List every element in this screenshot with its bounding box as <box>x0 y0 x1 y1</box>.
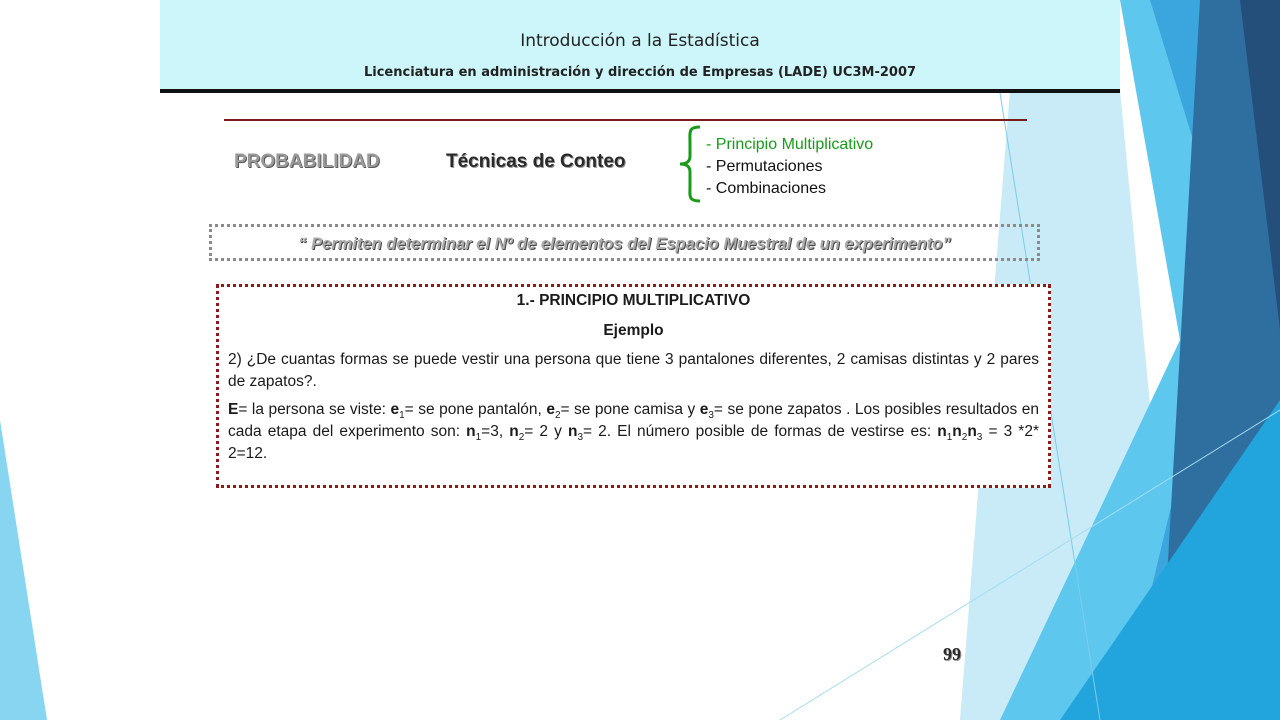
definition-quote-box <box>209 224 1040 261</box>
technique-item-combinaciones: - Combinaciones <box>706 180 827 197</box>
course-subtitle: Licenciatura en administración y dirección de Empresas (LADE) UC3M-2007 <box>363 65 917 80</box>
e-letter: E <box>228 401 239 418</box>
header-rule <box>160 89 1120 93</box>
left-light-triangle <box>0 420 47 720</box>
technique-item-multiplicativo: - Principio Multiplicativo <box>706 136 874 153</box>
topic-title: PROBABILIDAD <box>234 151 380 172</box>
definition-quote: “ Permiten determinar el Nº de elementos del Espacio Muestral de un experimento” <box>298 235 951 253</box>
curly-brace-icon <box>676 124 704 204</box>
course-title: Introducción a la Estadística <box>520 31 760 51</box>
example-box <box>216 284 1051 488</box>
section-divider <box>224 119 1027 121</box>
example-label: Ejemplo <box>603 322 664 339</box>
technique-item-permutaciones: - Permutaciones <box>706 158 823 175</box>
page-number: 99 <box>943 644 961 664</box>
example-question: 2) ¿De cuantas formas se puede vestir una persona que tiene 3 pantalones diferentes, 2 camisas distintas y 2 pares de zapatos?. <box>228 351 1039 390</box>
example-heading: 1.- PRINCIPIO MULTIPLICATIVO <box>516 292 751 309</box>
example-solution: E= la persona se viste: $e_1=$ se pone pantalón, $e_2=$ se pone camisa y $e_3=$ se pone zapatos . Los posibles resultados en cada etapa del experimento son: $n_1=3$, $n_2= 2$ y $n_3= 2$. El número posible de formas de vestirse es: $n_1n_2n_3 = 3$ *2* 2=12. <box>228 401 1039 462</box>
header-band <box>160 0 1120 89</box>
topic-subtitle: Técnicas de Conteo <box>446 151 626 172</box>
technique-list <box>706 134 873 200</box>
